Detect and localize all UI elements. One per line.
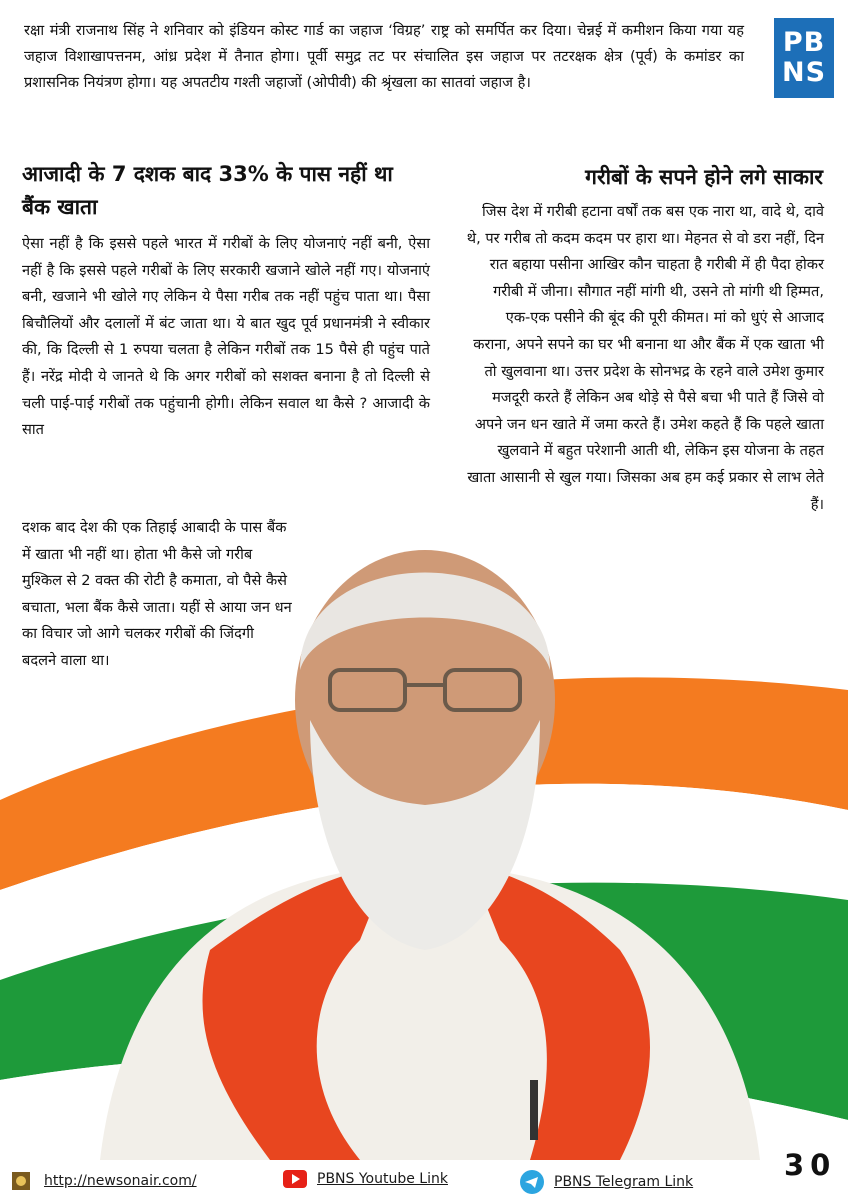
right-article-heading: गरीबों के सपने होने लगे साकार — [585, 165, 823, 189]
youtube-icon — [283, 1170, 307, 1188]
website-link[interactable]: http://newsonair.com/ — [44, 1173, 197, 1189]
page-number: 30 — [784, 1148, 837, 1182]
logo-line-2: NS — [781, 57, 827, 88]
footer-website[interactable] — [10, 1170, 197, 1192]
footer-telegram[interactable] — [520, 1170, 693, 1194]
intro-paragraph: रक्षा मंत्री राजनाथ सिंह ने शनिवार को इंडियन कोस्ट गार्ड का जहाज ‘विग्रह’ राष्ट्र को समर्पित कर दिया। चेन्नई में कमीशन किया गया यह जहाज विशाखापत्तनम, आंध्र प्रदेश में तैनात होगा। पूर्वी समुद्र तट पर संचालित इस जहाज पर तटरक्षक क्षेत्र (पूर्व) के कमांडर का प्रशासनिक नियंत्रण होगा। यह अपतटीय गश्ती जहाजों (ओपीवी) की श्रृंखला का सातवां जहाज है। — [24, 22, 744, 91]
youtube-link[interactable]: PBNS Youtube Link — [317, 1171, 448, 1187]
pbns-logo — [774, 18, 834, 98]
right-article-body: जिस देश में गरीबी हटाना वर्षों तक बस एक नारा था, वादे थे, दावे थे, पर गरीब तो कदम कदम पर हारा था। मेहनत से वो डरा नहीं, दिन रात बहाया पसीना आखिर कौन चाहता है गरीबी में ही पैदा होकर गरीबी में जीना। सौगात नहीं मांगी थी, उसने तो मांगी थी हिम्मत, एक-एक पसीने की बूंद की पूरी कीमत। मां को धुएं से आजाद कराना, अपने सपने का घर भी बनाना था और बैंक में एक खाता भी तो खुलवाना था। उत्तर प्रदेश के सोनभद्र के रहने वाले उमेश कुमार मजदूरी करते हैं लेकिन अब थोड़े से पैसे बचा भी पाते हैं जिसे वो अपने जन धन खाते में जमा करते हैं। उमेश कहते हैं कि पहले खाता खुलवाने में बहुत परेशानी आती थी, लेकिन इस योजना के तहत खाता आसानी से खुल गया। जिसका अब हम कई प्रकार से लाभ लेते हैं। — [466, 203, 824, 513]
footer-bar — [0, 1162, 848, 1200]
news-emblem-icon — [10, 1170, 32, 1192]
left-article-paragraph-top: ऐसा नहीं है कि इससे पहले भारत में गरीबों के लिए योजनाएं नहीं बनी, ऐसा नहीं है कि इससे पहले गरीबों के लिए सरकारी खजाने खोले नहीं गए। योजनाएं बनी, खजाने भी खोले गए लेकिन ये पैसा गरीब तक नहीं पहुंच पाता था। पैसा बिचौलियों और दलालों में बंट जाता था। ये बात खुद पूर्व प्रधानमंत्री ने स्वीकार की, कि दिल्ली से 1 रुपया चलता है लेकिन गरीबों तक 15 पैसे ही पहुंच पाते हैं। नरेंद्र मोदी ये जानते थे कि अगर गरीबों को सशक्त बनाना है तो दिल्ली से चली पाई-पाई गरीबों तक पहुंचानी होगी। लेकिन सवाल था कैसे ? आजादी के सात — [22, 235, 430, 439]
telegram-link[interactable]: PBNS Telegram Link — [554, 1174, 694, 1190]
left-article-heading: आजादी के 7 दशक बाद 33% के पास नहीं था बैंक खाता — [22, 162, 393, 219]
footer-youtube[interactable] — [283, 1170, 448, 1188]
telegram-icon — [520, 1170, 544, 1194]
left-article-paragraph-bottom: दशक बाद देश की एक तिहाई आबादी के पास बैंक में खाता भी नहीं था। होता भी कैसे जो गरीब मुश्किल से 2 वक्त की रोटी है कमाता, वो पैसे कैसे बचाता, भला बैंक कैसे जाता। यहीं से आया जन धन का विचार जो आगे चलकर गरीबों की जिंदगी बदलने वाला था। — [22, 519, 292, 669]
logo-line-1: PB — [782, 27, 826, 58]
